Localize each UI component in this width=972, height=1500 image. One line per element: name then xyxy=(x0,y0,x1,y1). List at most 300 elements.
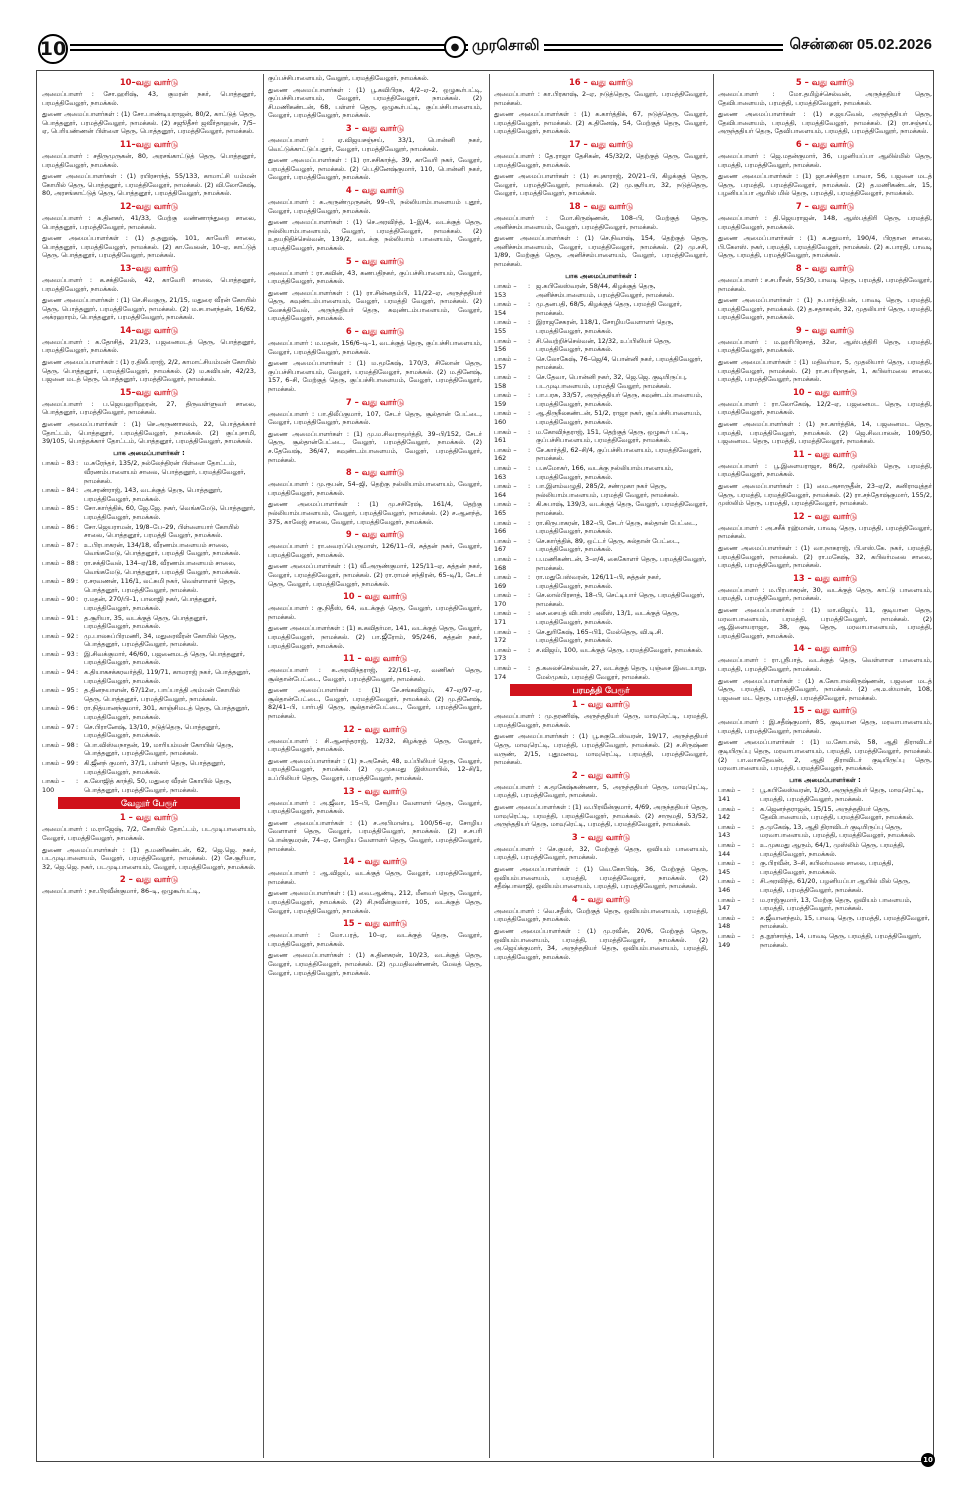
organizer-entry: அமைப்பாளர் : மு.தரணிஷ், அருந்ததியர் தெரு, மாவுரெட்டி, பரமத்தி, பரமத்திவேலூர், நாமக்கல். xyxy=(494,712,708,729)
booth-number: பாகம் – 83 xyxy=(42,459,75,468)
deputy-organizers-entry: துணை அமைப்பாளர்கள் : (1) மு.ரவீன், 20/6, மேற்குத் தெரு, ஒவியம்பாளையம், பரமத்தி, பரமத்திவேலூர், நாமக்கல். (2) அ.ஜெய்க்குமார், 34, அருந்ததியர் தெரு, ஒவியம்பாளையம், பரமத்தி, பரமத்திவேலூர், நாமக்கல். xyxy=(494,926,708,961)
ward-heading: 15 – வது வார்டு xyxy=(792,705,858,716)
organizer-entry: அமைப்பாளர் : க.சக்திவேல், 42, காவேரி சாலை, பொத்தனூர், பரமத்திவேலூர், நாமக்கல். xyxy=(42,275,256,293)
continued-entry: குப்பச்சிபாளையம், வேலூர், பரமத்திவேலூர், நாமக்கல். xyxy=(268,74,429,82)
booth-heading: பாக அமைப்பாளர்கள் : xyxy=(565,271,637,280)
deputy-organizers-entry: துணை அமைப்பாளர்கள் : (1) ந.அசேன், 48, உப்பிலியர் தெரு, வேலூர், பரமத்திவேலூர், நாமக்கல். (2) மு.முகமது இஸ்மாயில், 12–சி/1, உப்பிலியர் தெரு, வேலூர், பரமத்திவேலூர், நாமக்கல். xyxy=(268,756,482,783)
organizer-entry: அமைப்பாளர் : ரா.கவின், 43, கணபதிநகர், குப்பச்சிபாளையம், வேலூர், பரமத்திவேலூர், நாமக்கல். xyxy=(268,268,482,286)
booth-organizer: க.லோஜித் காந்தி, 50, மதுரை வீரன் கோயில் தெரு, பொத்தனூர், பரமத்திவேலூர், நாமக்கல். xyxy=(84,777,232,794)
separator-colon: : xyxy=(76,704,79,713)
booth-number: பாகம் – 159 xyxy=(494,391,517,408)
booth-number: பாகம் – 87 xyxy=(42,540,75,549)
booth-row xyxy=(718,859,932,876)
deputy-organizers-entry: துணை அமைப்பாளர்கள் : (1) பூ.சுகுடேஸ்வரன், 19/17, அருந்ததியர் தெரு, மாவுரெட்டி, பரமத்தி, பரமத்திவேலூர், நாமக்கல். (2) ச.சிருஷ்ண வருண், 2/15, புதுமனவு, மாவுரெட்டி, பரமத்தி, பரமத்திவேலூர், நாமக்கல். xyxy=(494,732,708,767)
booth-row xyxy=(494,519,708,536)
ward-heading: 3 – வது வார்டு xyxy=(345,122,405,133)
organizer-entry: அமைப்பாளர் : பா.திலீப்குமார், 107, சேடர் தெரு, சூல்தான் பேட்டை, வேலூர், பரமத்திவேலூர், நாமக்கல். xyxy=(268,409,482,427)
separator-colon: : xyxy=(76,613,79,622)
booth-row xyxy=(494,337,708,354)
separator-colon: : xyxy=(752,804,755,813)
booth-row xyxy=(42,577,256,594)
booth-row xyxy=(42,759,256,776)
ward-heading: 10–வது வார்டு xyxy=(119,77,179,87)
booth-list xyxy=(494,282,708,681)
booth-row xyxy=(494,300,708,317)
organizer-entry: அமைப்பாளர் : சோ.ஹரிஷ், 43, குமரன் நகர், பொத்தனூர், பரமத்திவேலூர், நாமக்கல். xyxy=(42,90,256,107)
booth-number: பாகம் – 162 xyxy=(494,445,517,463)
booth-organizer: த.முகேஷ், 13, ஆதி திராவிடர் குடியிருப்பு தெரு, மரவாபாளையம், பரமத்தி, பரமத்திவேலூர், நாமக்கல். xyxy=(760,822,916,840)
booth-number: பாகம் – 170 xyxy=(494,591,517,608)
deputy-organizers-entry: துணை அமைப்பாளர்கள் : (1) க.கார்த்திக், 67, நடுத்தெரு, வேலூர், பரமத்திவேலூர், நாமக்கல். (2) க.தினேஷ், 54, மேற்குத் தெரு, வேலூர், பரமத்திவேலூர், நாமக்கல். xyxy=(494,110,708,136)
deputy-organizers-entry: துணை அமைப்பாளர்கள் : (1) ந.பார்த்திபன், பாவடி தெரு, பரமத்தி, பரமத்திவேலூர், நாமக்கல். (2) த.சதாகரன், 32, முதலியார் தெரு, பரமத்தி, பரமத்திவேலூர், நாமக்கல். xyxy=(718,296,932,322)
booth-list xyxy=(718,786,932,949)
deputy-organizers-entry: துணை அமைப்பாளர்கள் : (1) வெ.கோபிஷ், 36, மேற்குத் தெரு, ஒவியம்பாளையம், பரமத்தி, பரமத்திவேலூர், நாமக்கல். (2) சதீஷ்பாலாஜி, ஒவியம்பாளையம், பரமத்தி, பரமத்திவேலூர், நாமக்கல். xyxy=(494,864,708,891)
organizer-entry: அமைப்பாளர் : க.அரவிந்தராஜ், 22/161–ஏ, வணிகர் தெரு, சூல்தான்பேட்டை, வேலூர், பரமத்திவேலூர், நாமக்கல். xyxy=(268,666,482,683)
organizer-entry: அமைப்பாளர் : மோ.பரத், 10–ஏ, வடக்குத் தெரு, வேலூர், பரமத்திவேலூர், நாமக்கல். xyxy=(268,931,482,948)
organizer-entry: அமைப்பாளர் : ரா.வைரப்பெருமாள், 126/11–பி, சுத்தன் நகர், வேலூர், பரமத்திவேலூர், நாமக்கல். xyxy=(268,542,482,559)
deputy-organizers-entry: துணை அமைப்பாளர்கள் : (1) மதிவர்மா, 5, முதலியார் தெரு, பரமத்தி, பரமத்திவேலூர், நாமக்கல். (2) ரா.சபரிநாதன், 1, கபிலர்மலை சாலை, பரமத்தி, பரமத்திவேலூர், நாமக்கல். xyxy=(718,358,932,384)
booth-number: பாகம் – 163 xyxy=(494,463,517,481)
booth-organizer: ரா.கிருபாகரன், 182–பி, சேடர் தெரு, சுல்தான் பேட்டை, பரமத்திவேலூர், நாமக்கல். xyxy=(536,518,698,536)
booth-organizer: சோ.ஜெயராமன், 19/8–பே–29, பிள்ளையார் கோயில் சாலை, பொத்தனூர், பரமத்தி வேலூர், நாமக்கல். xyxy=(84,522,239,540)
ward-heading: 5 – வது வார்டு xyxy=(345,255,405,266)
deputy-organizers-entry: துணை அமைப்பாளர்கள் : (1) க.தினகரன், 10/23, வடக்குத் தெரு, வேலூர், பரமத்திவேலூர், நாமக்கல். (2) மு.மதிவண்ணன், மேலத் தெரு, வேலூர், பரமத்திவேலூர், நாமக்கல். xyxy=(268,951,482,977)
separator-colon: : xyxy=(76,504,79,513)
separator-colon: : xyxy=(76,686,79,695)
ward-heading: 14–வது வார்டு xyxy=(119,324,179,335)
booth-number: பாகம் – 99 xyxy=(42,759,75,767)
booth-row xyxy=(42,668,256,685)
deputy-organizers-entry: துணை அமைப்பாளர்கள் : (1) சோ.பாண்டியராஜன், 80/2, காட்டுத் தெரு, பொத்தனூர், பரமத்திவேலூர், நாமக்கல். (2) சஜூதீசர் ஜவீர்தாஹன், 7/5–ஏ, பெரியண்ணன் பிள்ளை தெரு, பொத்தனூர், பரமத்திவேலூர், நாமக்கல். xyxy=(42,110,256,136)
deputy-organizers-entry: துணை அமைப்பாளர்கள் : (1) ர.திலீபராஜ், 2/2, காமாட்சியம்மன் கோயில் தெரு, பொத்தனூர், பரமத்திவேலூர், நாமக்கல். (2) ம.கவியன், 42/23, பஜனை மடத் தெரு, பொத்தனூர், பரமத்திவேலூர், நாமக்கல். xyxy=(42,358,256,384)
deputy-organizers-entry: துணை அமைப்பாளர்கள் : (1) செ.சிவகுரு, 21/15, மதுரை வீரன் கோயில் தெரு, பொத்தனூர், பரமத்திவேலூர், நாமக்கல். (2) ம.சபானந்தன், 16/62, அக்ரஹாரம், பொத்தனூர், பரமத்திவேலூர், நாமக்கல். xyxy=(42,296,256,322)
deputy-organizers-entry: துணை அமைப்பாளர்கள் : (1) ம.கோபால், 58, ஆதி திராவிடர் குடியிருப்பு தெரு, மரவாபாளையம், பரமத்தி, பரமத்திவேலூர், நாமக்கல். (2) பா.வாசுதேவன், 2, ஆதி திராவிடர் குடியிருப்பு தெரு, மரவாபாளையம், பரமத்தி, பரமத்திவேலூர், நாமக்கல். xyxy=(718,738,932,773)
separator-colon: : xyxy=(528,427,531,436)
masthead xyxy=(0,0,972,64)
deputy-organizers-entry: துணை அமைப்பாளர்கள் : (1) செ.அருணாசலம், 22, பொத்தக்கார் தோட்டம், பொத்தனூர், பரமத்திவேலூர், நாமக்கல். (2) குப்புசாமி, 39/105, பொத்தக்கார் தோட்டம், பொத்தனூர், பரமத்திவேலூர், நாமக்கல். xyxy=(42,420,256,446)
organizer-entry: அமைப்பாளர் : செ.குமர், 32, மேற்குத் தெரு, ஒவியம் பாளையம், பரமத்தி, பரமத்திவேலூர், நாமக்கல். xyxy=(494,844,708,862)
column-1 xyxy=(42,74,256,1458)
booth-organizer: செ.பிரானேஷ், 13/10, நடுத்தெரு, பொத்தனூர், பரமத்திவேலூர், நாமக்கல். xyxy=(84,722,221,740)
deputy-organizers-entry: துணை அமைப்பாளர்கள் : (1) மை.அசாருதீன், 23–ஏ/2, கனிராவுத்தர் தெரு, பரமத்தி, பரமத்திவேலூர், நாமக்கல். (2) ரா.சந்தோஷ்குமார், 155/2, முஸ்லிம் தெரு, பரமத்தி, பரமத்திவேலூர், நாமக்கல். xyxy=(718,482,932,508)
separator-colon: : xyxy=(528,482,531,491)
booth-organizer: உ.பிரபாகரன், 134/18, வீரணம்பாளையம் சாலை, வெங்கமேடு, பொத்தனூர், பரமத்தி வேலூர், நாமக்கல். xyxy=(84,540,241,558)
booth-row xyxy=(494,282,708,299)
booth-organizer: இராஜசேகரன், 118/1, சோழியவேளாளர் தெரு, பரமத்திவேலூர், நாமக்கல். xyxy=(536,318,674,336)
separator-colon: : xyxy=(752,877,755,886)
separator-colon: : xyxy=(752,931,755,940)
booth-organizer: கி.ஜீனந் குமார், 37/1, பள்ளர் தெரு, பொத்தனூர், பரமத்திவேலூர், நாமக்கல். xyxy=(84,759,226,776)
booth-row xyxy=(494,609,708,626)
booth-row xyxy=(42,504,256,521)
booth-number: பாகம் – 88 xyxy=(42,558,75,567)
newspaper-name: முரசொலி xyxy=(468,36,544,56)
booth-number: பாகம் – 95 xyxy=(42,686,75,695)
booth-row xyxy=(42,541,256,558)
booth-number: பாகம் – 94 xyxy=(42,668,75,677)
ward-heading: 15 – வது வார்டு xyxy=(342,918,408,929)
booth-row xyxy=(494,628,708,645)
booth-number: பாகம் – 145 xyxy=(718,859,741,876)
booth-row xyxy=(494,573,708,590)
booth-number: பாகம் – 144 xyxy=(718,841,741,858)
booth-organizer: பொ.விஸ்வநாதன், 19, மாரியம்மன் கோயில் தெரு, பொத்தனூர், பரமத்திவேலூர், நாமக்கல். xyxy=(84,740,234,758)
separator-colon: : xyxy=(528,282,531,291)
ward-heading: 1 – வது வார்டு xyxy=(119,812,179,823)
booth-number: பாகம் – 100 xyxy=(42,777,65,794)
booth-organizer: ச.விஜய், 100, வடக்குத் தெரு, பரமத்திவேலூர், நாமக்கல். xyxy=(536,645,703,654)
ward-heading: 12 – வது வார்டு xyxy=(792,510,858,521)
deputy-organizers-entry: துணை அமைப்பாளர்கள் : (1) வா.நாகராஜ், பி.எஸ்.கே. நகர், பரமத்தி, பரமத்திவேலூர், நாமக்கல். (2) ரா.மகேஷ், 32, கபிலர்மலை சாலை, பரமத்தி, பரமத்திவேலூர், நாமக்கல். xyxy=(718,543,932,570)
booth-organizer: செ.லோகேஷ், 76–ஜெ/4, பொன்னி நகர், பரமத்திவேலூர், நாமக்கல். xyxy=(536,354,703,372)
booth-row xyxy=(494,537,708,554)
booth-row xyxy=(42,614,256,631)
page-number: 10 xyxy=(38,34,68,64)
booth-number: பாகம் – 164 xyxy=(494,482,517,499)
deputy-organizers-entry: துணை அமைப்பாளர்கள் : (1) மு.ம.சிவராமூர்த்தி, 39–பி/152, சேடர் தெரு, சூல்தான்பேட்டை, வேலூர், பரமத்திவேலூர், நாமக்கல். (2) ச.தேவேஷ், 36/47, கவுண்டம்பாளையம், வேலூர், பரமத்திவேலூர், நாமக்கல். xyxy=(268,429,482,464)
separator-colon: : xyxy=(528,573,531,582)
deputy-organizers-entry: துணை அமைப்பாளர்கள் : (1) ஜா.சச்சிதரா பாவா, 56, பஜனை மடத் தெரு, பரமத்தி, பரமத்திவேலூர், நாமக்கல். (2) த.மணிகண்டன், 15, பழனியப்பா ஆயில் மில் தெரு, பரமத்தி, பரமத்திவேலூர், நாமக்கல். xyxy=(718,172,932,198)
ward-heading: 17 – வது வார்டு xyxy=(568,138,634,149)
booth-number: பாகம் – 157 xyxy=(494,354,517,372)
organizer-entry: அமைப்பாளர் : அ.சசீக் ரஹ்மான், பாவடி தெரு, பரமத்தி, பரமத்திவேலூர், நாமக்கல். xyxy=(718,523,932,541)
organizer-entry: அமைப்பாளர் : அ.ஜீவா, 15–பி, சோழிய வேளாளர் தெரு, வேலூர், பரமத்திவேலூர், நாமக்கல். xyxy=(268,798,482,816)
ward-heading: 11 – வது வார்டு xyxy=(342,653,408,664)
separator-colon: : xyxy=(752,895,755,904)
organizer-entry: அமைப்பாளர் : சதிருமுருகன், 80, அரசங்காட்டுத் தெரு, பொத்தனூர், பரமத்திவேலூர், நாமக்கல். xyxy=(42,151,256,169)
separator-colon: : xyxy=(528,318,531,327)
booth-row xyxy=(718,914,932,931)
booth-organizer: ஆ.திருநீலகண்டன், 51/2, ராஜா நகர், குப்பச்சிபாளையம், பரமத்திவேலூர், நாமக்கல். xyxy=(536,409,702,426)
ward-heading: 13–வது வார்டு xyxy=(119,262,179,273)
separator-colon: : xyxy=(76,522,79,531)
separator-colon: : xyxy=(76,459,79,468)
booth-organizer: செ.கார்த்திக், 89, ஒட்டர் தெரு, சுல்தான் பேட்டை, பரமத்திவேலூர், நாமக்கல். xyxy=(536,536,680,554)
deputy-organizers-entry: துணை அமைப்பாளர்கள் : (1) க.கவிதர்மா, 141, வடக்குத் தெரு, வேலூர், பரமத்திவேலூர், நாமக்கல். (2) பா.ஜீரோம், 95/246, சுத்தன் நகர், பரமத்திவேலூர், நாமக்கல். xyxy=(268,624,482,650)
booth-number: பாகம் – 90 xyxy=(42,595,75,604)
booth-row xyxy=(494,591,708,608)
booth-number: பாகம் – 97 xyxy=(42,722,75,731)
booth-number: பாகம் – 146 xyxy=(718,877,741,894)
booth-row xyxy=(42,486,256,503)
booth-organizer: ச.ஜீவானந்தம், 15, பாவடி தெரு, பரமத்தி, பரமத்திவேலூர், நாமக்கல். xyxy=(760,913,930,931)
column-2 xyxy=(268,74,482,1458)
booth-row xyxy=(42,650,256,667)
ward-heading: 7 – வது வார்டு xyxy=(795,200,855,211)
booth-row xyxy=(494,482,708,499)
organizer-entry: அமைப்பாளர் : நா.பிரவீன்குமார், 86–டி, ஒழுகூர்பட்டி, xyxy=(42,887,201,896)
ward-heading: 4 – வது வார்டு xyxy=(571,893,631,904)
organizer-entry: அமைப்பாளர் : ஏ.விஜயசஞ்சய், 33/1, பொன்னி நகர், வெட்டுக்காட்டுப்புதூர், வேலூர், பரமத்திவேலூர், நாமக்கல். xyxy=(268,135,482,153)
organizer-entry: அமைப்பாளர் : தே.ராஜா தேசிகன், 45/32/2, தெற்குத் தெரு, வேலூர், பரமத்திவேலூர், நாமக்கல். xyxy=(494,151,708,169)
ward-heading: 10 – வது வார்டு xyxy=(792,386,858,397)
organizer-entry: அமைப்பாளர் : ம.மதன், 156/6–டி–1, வடக்குத் தெரு, குப்பச்சிபாளையம், வேலூர், பரமத்திவேலூர், நாமக்கல். xyxy=(268,339,482,356)
booth-number: பாகம் – 141 xyxy=(718,786,741,804)
booth-number: பாகம் – 93 xyxy=(42,649,75,658)
separator-colon: : xyxy=(528,536,531,545)
column-3 xyxy=(494,74,708,1458)
separator-colon: : xyxy=(528,391,531,400)
deputy-organizers-entry: துணை அமைப்பாளர்கள் : (1) சே.சங்கவிஜய், 47–ஏ/97–ஏ, சூல்தான்பேட்டை, வேலூர், பரமத்திவேலூர், நாமக்கல். (2) மு.தினேஷ், 82/41–பி, பார்பதி தெரு, சூல்தான்பேட்டை, வேலூர், பரமத்திவேலூர், நாமக்கல். xyxy=(268,686,482,721)
dateline: சென்னை 05.02.2026 xyxy=(783,36,932,55)
booth-row xyxy=(494,555,708,572)
deputy-organizers-entry: துணை அமைப்பாளர்கள் : (1) செ.அரவிந்த், 1–இ/4, வடக்குத் தெரு, நல்லியாம்பாளையம், வேலூர், பரமத்திவேலூர், நாமக்கல். (2) உதயநிதிச்செல்வன், 139/2, வடக்கு நல்லியாம் பாளையம், வேலூர், பரமத்திவேலூர், நாமக்கல். xyxy=(268,218,482,252)
column-divider xyxy=(263,74,264,1458)
booth-row xyxy=(42,741,256,758)
booth-number: பாகம் – 143 xyxy=(718,822,741,840)
organizer-entry: அமைப்பாளர் : ஆ.விஜய், வடக்குத் தெரு, வேலூர், பரமத்திவேலூர், நாமக்கல். xyxy=(268,869,482,886)
ward-heading: 16 – வது வார்டு xyxy=(568,77,634,87)
booth-heading: பாக அமைப்பாளர்கள் : xyxy=(789,775,861,784)
booth-organizer: இ.சிவக்குமார், 46/60, பஜனைமடத் தெரு, பொத்தனூர், பரமத்திவேலூர், நாமக்கல். xyxy=(84,649,245,667)
organizer-entry: அமைப்பாளர் : கா.பிரகாஷ், 2–ஏ, நடுத்தெரு, வேலூர், பரமத்திவேலூர், நாமக்கல். xyxy=(494,90,708,107)
ward-heading: 18 – வது வார்டு xyxy=(568,200,634,211)
deputy-organizers-entry: துணை அமைப்பாளர்கள் : (1) செ.நிவாஷ், 154, தெற்குத் தெரு, அனிச்சம்பாளையம், வேலூர், பரமத்திவேலூர், நாமக்கல். (2) மு.சசி, 1/89, மேற்குத் தெரு, அனிச்சம்பாளையம், வேலூர், பரமத்திவேலூர், நாமக்கல். xyxy=(494,234,708,268)
separator-colon: : xyxy=(76,668,79,677)
booth-number: பாகம் – 89 xyxy=(42,577,75,586)
separator-colon: : xyxy=(528,300,531,309)
booth-row xyxy=(718,896,932,913)
booth-organizer: அ.சரண்ராஜ், 143, வடக்குத் தெரு, பொத்தனூர், பரமத்திவேலூர், நாமக்கல். xyxy=(84,486,223,503)
booth-row xyxy=(494,500,708,517)
booth-organizer: பூ.கபிலேஸ்வரன், 1/30, அருந்ததியர் தெரு, மாவுரெட்டி, பரமத்தி, பரமத்திவேலூர், நாமக்கல். xyxy=(760,786,924,804)
separator-colon: : xyxy=(528,554,531,563)
separator-colon: : xyxy=(528,518,531,527)
deputy-organizers-entry: துணை அமைப்பாளர்கள் : (1) வீ.அருண்குமார், 125/11–ஏ, சுத்தன் நகர், வேலூர், பரமத்திவேலூர், நாமக்கல். (2) ரா.ராமச் சந்திரன், 65–டி/1, சேடர் தெரு, வேலூர், பரமத்திவேலூர், நாமக்கல். xyxy=(268,562,482,588)
booth-row xyxy=(494,391,708,408)
booth-row xyxy=(494,664,708,681)
booth-number: பாகம் – 154 xyxy=(494,300,517,317)
booth-row xyxy=(494,318,708,335)
booth-number: பாகம் – 174 xyxy=(494,664,517,681)
booth-organizer: பா.பரசு, 33/57, அருந்ததியர் தெரு, கவுண்டம்பாளையம், பரமத்திவேலூர், நாமக்கல். xyxy=(536,391,703,408)
booth-number: பாகம் – 172 xyxy=(494,627,517,645)
booth-number: பாகம் – 156 xyxy=(494,336,517,354)
booth-number: பாகம் – 167 xyxy=(494,536,517,554)
booth-number: பாகம் – 161 xyxy=(494,427,517,445)
separator-colon: : xyxy=(76,558,79,567)
organizer-entry: அமைப்பாளர் : பூ.இளையராஜா, 86/2, முஸ்லிம் தெரு, பரமத்தி, பரமத்திவேலூர், நாமக்கல். xyxy=(718,461,932,479)
organizer-entry: அமைப்பாளர் : க.அருண்முருகன், 99–பி, நல்லியாம்பாளையம் புதூர், வேலூர், பரமத்திவேலூர், நாமக்கல். xyxy=(268,197,482,215)
booth-row xyxy=(42,686,256,703)
booth-row xyxy=(718,841,932,858)
booth-row xyxy=(718,877,932,894)
deputy-organizers-entry: துணை அமைப்பாளர்கள் : (1) த.தனுஷ், 101, காவேரி சாலை, பொத்தனூர், பரமத்திவேலூர், நாமக்கல். (2) கா.வேலன், 10–ஏ, காட்டுத் தெரு, பொத்தனூர், பரமத்திவேலூர், நாமக்கல். xyxy=(42,234,256,260)
booth-organizer: சை.சையத் விபாஸ் அலீஸ், 13/1, வடக்குத் தெரு, பரமத்திவேலூர், நாமக்கல். xyxy=(536,609,680,627)
ward-heading: 13 – வது வார்டு xyxy=(792,572,858,583)
separator-colon: : xyxy=(76,722,79,731)
booth-organizer: சே.கார்த்தி, 62–சி/4, குப்பச்சிபாளையம், பரமத்திவேலூர், நாமக்கல். xyxy=(536,445,702,463)
separator-colon: : xyxy=(528,500,531,509)
ward-heading: 2 – வது வார்டு xyxy=(119,874,179,885)
separator-colon: : xyxy=(752,786,755,795)
column-4 xyxy=(718,74,932,1458)
booth-number: பாகம் – 91 xyxy=(42,613,75,622)
organizer-entry: அமைப்பாளர் : ம.ராஜேஷ், 7/2, கோயில் தோட்டம், படமுடிபாளையம், வேலூர், பரமத்திவேலூர், நாமக்கல். xyxy=(42,825,256,842)
organizer-entry: அமைப்பாளர் : தி.ஜெயராஜன், 148, ஆஸ்பத்திரி தெரு, பரமத்தி, பரமத்திவேலூர், நாமக்கல். xyxy=(718,213,932,231)
booth-number: பாகம் – 166 xyxy=(494,518,517,536)
booth-number: பாகம் – 84 xyxy=(42,486,75,495)
booth-organizer: சோ.கார்த்திக், 60, ஜே.ஜே. நகர், வெங்கமேடு, பொத்தனூர், பரமத்திவேலூர், நாமக்கல். xyxy=(84,504,256,521)
booth-row xyxy=(42,632,256,649)
booth-organizer: ரா.சக்திவேல், 134–ஏ/18, வீரணம்பாளையம் சாலை, வெங்கமேடு, பொத்தனூர், பரமத்தி வேலூர், நாமக்கல். xyxy=(84,558,241,576)
booth-row xyxy=(718,823,932,840)
booth-row xyxy=(494,464,708,481)
deputy-organizers-entry: துணை அமைப்பாளர்கள் : (1) க.சதுமார், 190/4, பிரதான சாலை, பி.கேஎஸ். நகர், பரமத்தி, பரமத்திவேலூர், நாமக்கல். (2) க.பாரதி, பாவடி தெரு, பரமத்தி, பரமத்திவேலூர், நாமக்கல். xyxy=(718,234,932,260)
booth-row xyxy=(494,355,708,372)
booth-row xyxy=(42,459,256,485)
deputy-organizers-entry: துணை அமைப்பாளர்கள் : (1) க.கோபாலகிருஷ்ணன், பஜனை மடத் தெரு, பரமத்தி, பரமத்திவேலூர், நாமக்கல். (2) அ.உஸ்மான், 108, பஜனை மட தெரு, பரமத்தி, பரமத்திவேலூர், நாமக்கல். xyxy=(718,676,932,702)
booth-row xyxy=(42,777,256,794)
organizer-entry: அமைப்பாளர் : ரா.லோகேஷ், 12/2–ஏ, பஜனைமட தெரு, பரமத்தி, பரமத்திவேலூர், நாமக்கல். xyxy=(718,399,932,417)
booth-row xyxy=(718,786,932,803)
booth-row xyxy=(42,704,256,721)
separator-colon: : xyxy=(76,631,79,640)
deputy-organizers-entry: துணை அமைப்பாளர்கள் : (1) சபுகாராஜ், 20/21–பி, கிழக்குத் தெரு, வேலூர், பரமத்திவேலூர், நாமக்கல். (2) மு.சூரியா, 32, நடுத்தெரு, வேலூர், பரமத்திவேலூர், நாமக்கல். xyxy=(494,172,708,198)
booth-row xyxy=(718,932,932,949)
booth-number: பாகம் – 153 xyxy=(494,282,517,299)
deputy-organizers-entry: துணை அமைப்பாளர்கள் : (1) வை.ஆண்டி, 212, மீனவர் தெரு, வேலூர், பரமத்திவேலூர், நாமக்கல். (2) சி.நவீன்குமார், 105, வடக்குத் தெரு, வேலூர், பரமத்திவேலூர், நாமக்கல். xyxy=(268,889,482,915)
booth-row xyxy=(42,523,256,540)
deputy-organizers-entry: துணை அமைப்பாளர்கள் : (1) மா.விஜய், 11, குடியான தெரு, மரவாபாளையம், பரமத்தி, பரமத்திவேலூர், நாமக்கல். (2) ஆ.இளையராஜா, 38, குடி தெரு, மரவாபாளையம், பரமத்தி, பரமத்திவேலூர், நாமக்கல். xyxy=(718,605,932,640)
booth-organizer: க.தியாகசக்கரவர்த்தி, 119/71, காமராஜ் நகர், பொத்தனூர், பரமத்திவேலூர், நாமக்கல். xyxy=(84,668,251,685)
separator-colon: : xyxy=(528,591,531,600)
booth-organizer: ப.சுமோகர், 166, வடக்கு நல்லியாம்பாளையம், பரமத்திவேலூர், நாமக்கல். xyxy=(536,463,674,481)
booth-number: பாகம் – 96 xyxy=(42,704,75,713)
separator-colon: : xyxy=(528,409,531,418)
deputy-organizers-entry: துணை அமைப்பாளர்கள் : (1) ச.ஜயவேல், அருந்ததியர் தெரு, தேவிபாளையம், பரமத்தி, பரமத்திவேலூர், நாமக்கல். (2) ரா.சஞ்சய், அருந்ததியர் தெரு, தேவிபாளையம், பரமத்தி, பரமத்திவேலூர், நாமக்கல். xyxy=(718,110,932,136)
organizer-entry: அமைப்பாளர் : ஜெ.மதன்குமார், 36, பழனியப்பா ஆலில்மில் தெரு, பரமத்தி, பரமத்திவேலூர், நாமக்கல். xyxy=(718,151,932,169)
separator-colon: : xyxy=(752,841,755,849)
separator-colon: : xyxy=(76,540,79,549)
separator-colon: : xyxy=(528,609,531,618)
ward-heading: 11 – வது வார்டு xyxy=(792,448,858,459)
separator-colon: : xyxy=(752,822,755,831)
booth-organizer: ம.ராஜ்குமார், 13, மேற்கு தெரு, ஒவியம் பாளையம், பரமத்தி, பரமத்திவேலூர், நாமக்கல். xyxy=(760,895,912,913)
ward-heading: 7 – வது வார்டு xyxy=(345,396,405,407)
booth-number: பாகம் – 173 xyxy=(494,645,517,663)
separator-colon: : xyxy=(76,777,79,786)
booth-number: பாகம் – 171 xyxy=(494,609,517,627)
organizer-entry: அமைப்பாளர் : கு.நிதீஸ், 64, வடக்குத் தெரு, வேலூர், பரமத்திவேலூர், நாமக்கல். xyxy=(268,604,482,621)
ward-heading: 8 – வது வார்டு xyxy=(795,262,855,273)
booth-row xyxy=(42,595,256,612)
booth-heading: பாக அமைப்பாளர்கள் : xyxy=(113,448,185,457)
organizer-entry: அமைப்பாளர் : ம.பிரபாகரன், 30, வடக்குத் தெரு, காட்டு பாளையம், பரமத்தி, பரமத்திவேலூர், நாமக்கல். xyxy=(718,585,932,603)
organizer-entry: அமைப்பாளர் : மோ.கிருஷ்ணன், 108–பி, மேற்குத் தெரு, அனிச்சம்பாளையம், வேலூர், பரமத்திவேலூர், நாமக்கல். xyxy=(494,213,708,231)
booth-number: பாகம் – 149 xyxy=(718,931,741,949)
ward-heading: 4 – வது வார்டு xyxy=(345,184,405,195)
booth-organizer: ம.சுரேந்தர், 135/2, நல்லேந்திரன் பிள்ளை தோட்டம், வீரணம்பாளையம் சாலை, பொத்தனூர், பரமத்திவேலூர், நாமக்கல். xyxy=(84,459,246,485)
booth-number: பாகம் – 165 xyxy=(494,500,517,517)
separator-colon: : xyxy=(528,354,531,363)
booth-number: பாகம் – 147 xyxy=(718,895,741,913)
separator-colon: : xyxy=(752,913,755,922)
booth-organizer: ரா.நித்யானந்குமார், 301, காஞ்சிமடத் தெரு, பொத்தனூர், பரமத்திவேலூர், நாமக்கல். xyxy=(84,704,250,722)
booth-row xyxy=(494,409,708,426)
separator-colon: : xyxy=(528,336,531,345)
booth-organizer: ஜ.கபிலேஸ்வரன், 58/44, கிழக்குத் தெரு, அனிச்சம்பாளையம், பரமத்திவேலூர், நாமக்கல். xyxy=(536,282,675,299)
organizer-entry: அமைப்பாளர் : சி.ஆனந்தராஜ், 12/32, கிழக்குத் தெரு, வேலூர், பரமத்திவேலூர், நாமக்கல். xyxy=(268,736,482,754)
organizer-entry: அமைப்பாளர் : மோ.தமிழ்ச்செல்வன், அருந்ததியர் தெரு, தேவிபாளையம், பரமத்தி, பரமத்திவேலூர், நாமக்கல். xyxy=(718,90,932,107)
elephant-logo-icon: ● xyxy=(444,36,466,58)
booth-row xyxy=(718,805,932,822)
organizer-entry: அமைப்பாளர் : ச.சபரீசன், 55/30, பாவடி தெரு, பரமத்தி, பரமத்திவேலூர், நாமக்கல். xyxy=(718,275,932,293)
separator-colon: : xyxy=(752,859,755,868)
booth-row xyxy=(494,446,708,463)
ward-heading: 12–வது வார்டு xyxy=(119,200,179,211)
booth-organizer: செ.துரிகேஷ், 165–பி1, மேல்தெரு, வி.டி.சி. பரமத்திவேலூர், நாமக்கல். xyxy=(536,627,664,645)
booth-organizer: சி.அரவிந்த், 61/20, பழனியப்பா ஆயில் மில் தெரு, பரமத்தி, பரமத்திவேலூர், நாமக்கல். xyxy=(760,877,911,894)
footer-page-number: 10 xyxy=(921,1453,935,1467)
booth-organizer: மு.பாலசுப்பிரமணி, 34, மதுரைவீரன் கோயில் தெரு, பொத்தனூர், பரமத்திவேலூர், நாமக்கல். xyxy=(84,631,237,649)
organizer-entry: அமைப்பாளர் : க.மூகேஷ்கண்ணா, 5, அருந்ததியர் தெரு, மாவுரெட்டி, பரமத்தி, பரமத்திவேலூர், நாமக்கல். xyxy=(494,782,708,800)
deputy-organizers-entry: துணை அமைப்பாளர்கள் : (1) ச.அபிமான்யு, 100/56–ஏ, சோழிய வேளாளர் தெரு, வேலூர், பரமத்திவேலூர், நாமக்கல். (2) ச.சபரி பொன்குமரன், 74–ஏ, சோழிய வேளாளர் தெரு, வேலூர், பரமத்திவேலூர், நாமக்கல். xyxy=(268,818,482,853)
ward-heading: 12 – வது வார்டு xyxy=(342,723,408,734)
separator-colon: : xyxy=(76,740,79,749)
section-banner: வேலூர் பேரூர் xyxy=(58,797,240,809)
booth-row xyxy=(42,559,256,576)
deputy-organizers-entry: துணை அமைப்பாளர்கள் : (1) த.மணிகண்டன், 62, ஜெ.ஜெ. நகர், படமுடிபாளையம், வேலூர், பரமத்திவேலூர், நாமக்கல். (2) சே.சூரியா, 32, ஜெ.ஜெ. நகர், படமுடிபாளையம், வேலூர், பரமத்திவேலூர், நாமக்கல். xyxy=(42,845,256,871)
deputy-organizers-entry: துணை அமைப்பாளர்கள் : (1) ரா.சசிகாந்த், 39, காவேரி நகர், வேலூர், பரமத்திவேலூர், நாமக்கல். (2) பெ.தினேஷ்குமார், 110, பொன்னி நகர், வேலூர், பரமத்திவேலூர், நாமக்கல். xyxy=(268,156,482,182)
booth-row xyxy=(494,428,708,445)
ward-heading: 9 – வது வார்டு xyxy=(345,529,405,540)
ward-heading: 1 – வது வார்டு xyxy=(571,699,631,710)
booth-organizer: த.நூர்சாந்த், 14, பாவடி தெரு, பரமத்தி, பரமத்திவேலூர், நாமக்கல். xyxy=(760,931,922,949)
ward-heading: 9 – வது வார்டு xyxy=(795,324,855,335)
deputy-organizers-entry: துணை அமைப்பாளர்கள் : (1) ரயிரசாந்த், 55/133, காமாட்சி யம்மன் கோயில் தெரு, பொத்தனூர், பரமத்திவேலூர், நாமக்கல். (2) வி.லோகேஷ், 80, அரசங்காட்டுத் தெரு, பொத்தனூர், பரமத்திவேலூர், நாமக்கல். xyxy=(42,172,256,198)
booth-number: பாகம் – 158 xyxy=(494,373,517,390)
column-divider xyxy=(489,74,490,1458)
deputy-organizers-entry: துணை அமைப்பாளர்கள் : (1) பூ.கவிபிரசு, 4/2–ஏ–2, ஒழுகூர்பட்டி, குப்பச்சிபாளையம், வேலூர், பரமத்திவேலூர், நாமக்கல். (2) சி.மணிகண்டன், 68, பள்ளர் தெரு, ஒழுகூர்பட்டி, குப்பச்சிபாளையம், வேலூர், பரமத்திவேலூர், நாமக்கல். xyxy=(268,85,482,120)
separator-colon: : xyxy=(528,463,531,472)
booth-organizer: கு.பிரவீன், 3–சி, கபிலர்மலை சாலை, பரமத்தி, பரமத்திவேலூர், நாமக்கல். xyxy=(760,859,894,876)
booth-organizer: த.கலைச்செல்வன், 27, வடக்குத் தெரு, புஞ்சை இடையாறு, மேல்முகம், பரமத்தி வேலூர், நாமக்கல். xyxy=(536,664,707,681)
booth-number: பாகம் – 142 xyxy=(718,804,741,822)
ward-heading: 8 – வது வார்டு xyxy=(345,467,405,478)
deputy-organizers-entry: துணை அமைப்பாளர்கள் : (1) வ.பிரவீன்குமார், 4/69, அருந்ததியர் தெரு, மாவுரெட்டி, பரமத்தி, பரமத்திவேலூர், நாமக்கல். (2) சாருமதி, 53/52, அருந்ததியர் தெரு, மாவுரெட்டி, பரமத்தி, பரமத்திவேலூர், நாமக்கல். xyxy=(494,802,708,829)
booth-organizer: ரா.மதுபேஸ்வரன், 126/11–பி, சுத்தன் நகர், பரமத்திவேலூர், நாமக்கல். xyxy=(536,573,662,590)
booth-number: பாகம் – 85 xyxy=(42,504,75,513)
deputy-organizers-entry: துணை அமைப்பாளர்கள் : (1) ம.மூகேஷ், 170/3, சிலோன் தெரு, குப்பச்சிபாளையம், வேலூர், பரமத்திவேலூர், நாமக்கல். (2) ம.தினேஷ், 157, 6–சி, மேற்குத் தெரு, குப்பச்சிபாளையம், வேலூர், பரமத்திவேலூர், நாமக்கல். xyxy=(268,359,482,394)
booth-organizer: உ.முகமது ஆரும், 64/1, முஸ்லிம் தெரு, பரமத்தி, பரமத்திவேலூர், நாமக்கல். xyxy=(760,841,905,858)
separator-colon: : xyxy=(76,595,79,604)
deputy-organizers-entry: துணை அமைப்பாளர்கள் : (1) மு.சசிரேஷ், 161/4, தெற்கு நல்லியாம்பாளையம், வேலூர், பரமத்திவேலூர், நாமக்கல். (2) ச.ஆனந்த், 375, காலேஜ் சாலை, வேலூர், பரமத்திவேலூர், நாமக்கல். xyxy=(268,500,482,526)
booth-number: பாகம் – 148 xyxy=(718,913,741,931)
ward-heading: 2 – வது வார்டு xyxy=(571,769,631,780)
ward-heading: 14 – வது வார்டு xyxy=(342,856,408,867)
separator-colon: : xyxy=(76,577,79,586)
ward-heading: 3 – வது வார்டு xyxy=(571,831,631,842)
booth-organizer: ர.மதன், 270/பி–1, பாலாஜி நகர், பொத்தனூர், பரமத்திவேலூர், நாமக்கல். xyxy=(84,595,217,612)
booth-number: பாகம் – 86 xyxy=(42,522,75,531)
booth-organizer: செ.தேவா, பொன்னி நகர், 32, ஜெ.ஜெ. குடியிருப்பு, படமுடிபாளையம், பரமத்தி வேலூர், நாமக்கல். xyxy=(536,373,687,390)
booth-organizer: பா.இளம்வழுதி, 285/2, சண்முகா நகர் தெரு, நல்லியாம்பாளையம், பரமத்தி வேலூர், நாமக்கல். xyxy=(536,482,680,499)
separator-colon: : xyxy=(76,649,79,658)
organizer-entry: அமைப்பாளர் : க.தினகர், 41/33, மேற்கு வண்ணாந்துறை சாலை, பொத்தனூர், பரமத்திவேலூர், நாமக்கல். xyxy=(42,213,256,231)
separator-colon: : xyxy=(528,373,531,382)
separator-colon: : xyxy=(528,445,531,454)
ward-heading: 6 – வது வார்டு xyxy=(345,326,405,337)
booth-list xyxy=(42,459,256,794)
ward-heading: 10 – வது வார்டு xyxy=(342,591,408,602)
ward-heading: 13 – வது வார்டு xyxy=(342,785,408,796)
booth-organizer: ம.கோவிந்தராஜ், 151, தெற்குத் தெரு, ஒழுகூர் பட்டி, குப்பச்சிபாளையம், பரமத்திவேலூர், நாமக்கல். xyxy=(536,427,689,445)
organizer-entry: அமைப்பாளர் : மு.ரூபன், 54–ஜி, தெற்கு நல்லியாம்பாளையம், வேலூர், பரமத்திவேலூர், நாமக்கல். xyxy=(268,480,482,497)
ward-heading: 15–வது வார்டு xyxy=(119,386,179,397)
booth-organizer: ர.சரவணன், 116/1, லட்சுமி நகர், வெள்ளாளர் தெரு, பொத்தனூர், பரமத்திவேலூர், நாமக்கல். xyxy=(84,577,236,594)
organizer-entry: அமைப்பாளர் : ப.ஜெயஹரிஹரன், 27, திருவள்ளுவர் சாலை, பொத்தனூர், பரமத்திவேலூர், நாமக்கல். xyxy=(42,399,256,417)
